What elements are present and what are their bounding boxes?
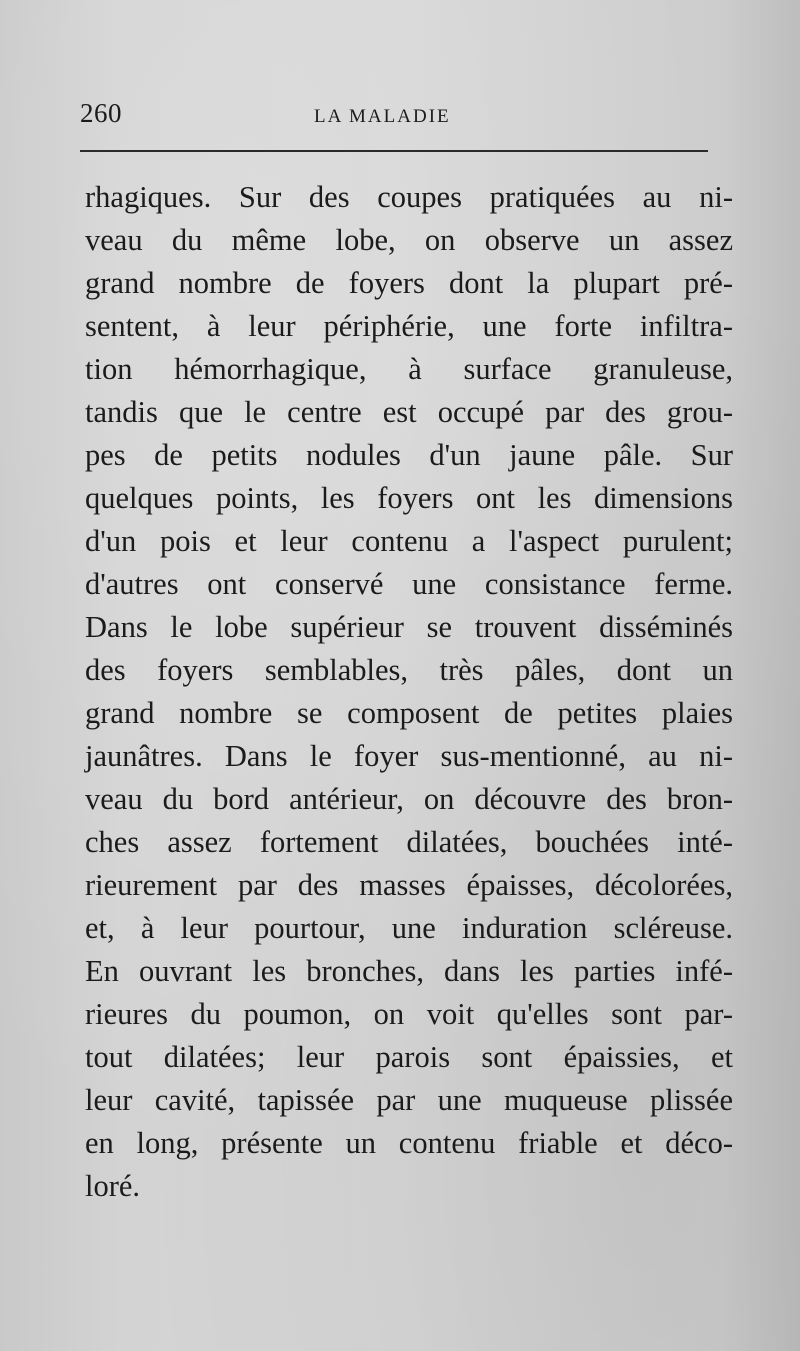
text-line: d'autres ont conservé une consistance ferme.: [85, 567, 733, 601]
running-title: LA MALADIE: [314, 106, 451, 127]
text-line: veau du bord antérieur, on découvre des bron-: [85, 782, 733, 816]
text-line: grand nombre se composent de petites plaies: [85, 696, 733, 730]
text-line: rieures du poumon, on voit qu'elles sont par-: [85, 997, 733, 1031]
text-line: d'un pois et leur contenu a l'aspect purulent;: [85, 524, 733, 558]
text-line: tion hémorrhagique, à surface granuleuse,: [85, 352, 733, 386]
text-line: pes de petits nodules d'un jaune pâle. Sur: [85, 438, 733, 472]
text-line: En ouvrant les bronches, dans les parties infé-: [85, 954, 733, 988]
text-line: grand nombre de foyers dont la plupart pré-: [85, 266, 733, 300]
text-line: tout dilatées; leur parois sont épaissies, et: [85, 1040, 733, 1074]
page-number: 260: [80, 98, 122, 128]
text-line: jaunâtres. Dans le foyer sus-mentionné, au ni-: [85, 739, 733, 773]
text-line: loré.: [85, 1169, 141, 1203]
text-line: rhagiques. Sur des coupes pratiquées au ni-: [85, 180, 733, 214]
text-line: Dans le lobe supérieur se trouvent disséminés: [85, 610, 733, 644]
text-line: en long, présente un contenu friable et déco-: [85, 1126, 733, 1160]
text-line: ches assez fortement dilatées, bouchées inté-: [85, 825, 733, 859]
text-line: quelques points, les foyers ont les dimensions: [85, 481, 733, 515]
text-line: tandis que le centre est occupé par des grou-: [85, 395, 733, 429]
text-line: rieurement par des masses épaisses, décolorées,: [85, 868, 733, 902]
text-line: des foyers semblables, très pâles, dont un: [85, 653, 733, 687]
text-line: veau du même lobe, on observe un assez: [85, 223, 733, 257]
header-rule: [80, 150, 708, 152]
text-line: et, à leur pourtour, une induration scléreuse.: [85, 911, 733, 945]
text-line: leur cavité, tapissée par une muqueuse plissée: [85, 1083, 733, 1117]
text-line: sentent, à leur périphérie, une forte infiltra-: [85, 309, 733, 343]
